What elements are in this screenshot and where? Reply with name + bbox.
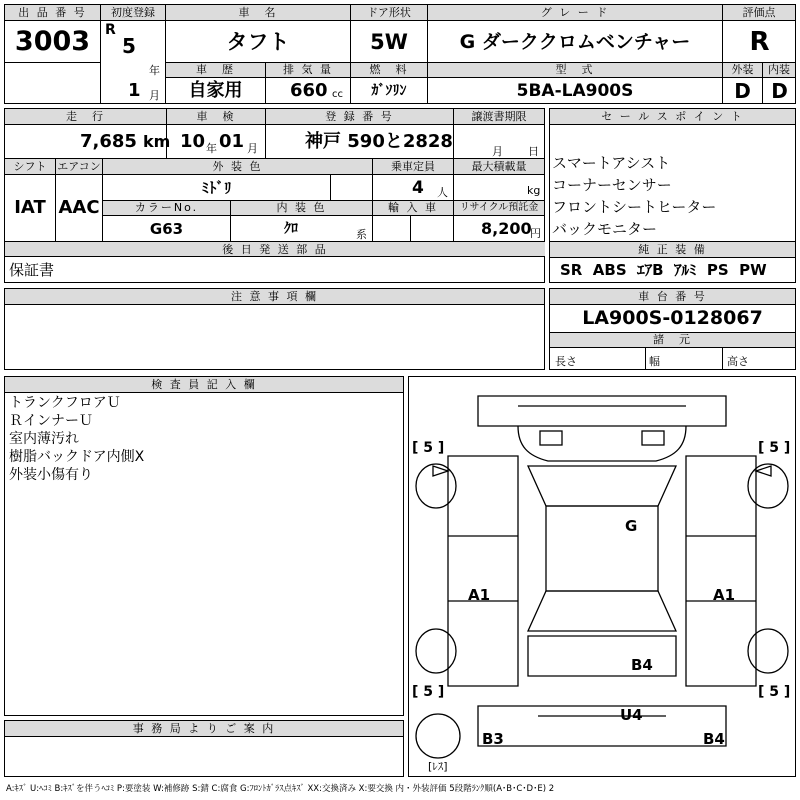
chassis-label: 車 台 番 号 <box>550 289 795 304</box>
tire-front-left: [ 5 ] <box>412 440 445 456</box>
load-label: 最大積載量 <box>454 159 544 174</box>
sales-point: コーナーセンサー <box>552 176 672 194</box>
length-label: 長さ <box>555 355 577 368</box>
mileage-unit: km <box>143 132 171 151</box>
displacement-label: 排 気 量 <box>266 63 350 77</box>
later-parts-value: 保証書 <box>9 261 55 279</box>
model: 5BA-LA900S <box>516 81 634 101</box>
displacement: 660 <box>290 80 328 101</box>
damage-code-a1-right: A1 <box>713 586 736 604</box>
door-type: 5W <box>370 30 408 54</box>
first-reg-label: 初度登録 <box>101 5 165 20</box>
tire-front-right-shape <box>748 464 788 508</box>
color-no-label: カラーNo. <box>103 201 230 215</box>
capacity: 4 <box>412 178 424 198</box>
equipment-value: SR ABS ｴｱB ｱﾙﾐ PS PW <box>560 261 767 279</box>
tire-rear-right: [ 5 ] <box>758 684 791 700</box>
inspector-note: 樹脂バックドア内側X <box>9 449 145 465</box>
right-body-shape <box>686 456 756 686</box>
car-name-label: 車 名 <box>166 5 350 20</box>
history-label: 車 歴 <box>166 63 265 77</box>
chassis-number: LA900S-0128067 <box>582 307 763 329</box>
shift: IAT <box>14 197 46 218</box>
exterior-label: 外装 <box>723 63 762 77</box>
damage-code-b3: B3 <box>482 730 504 748</box>
transfer-label: 譲渡書期限 <box>454 109 544 124</box>
fuel: ｶﾞｿﾘﾝ <box>371 83 407 99</box>
plate-label: 登 録 番 号 <box>266 109 453 124</box>
year-unit: 年 <box>149 64 160 77</box>
spare-tire-label: [ﾚｽ] <box>428 760 448 773</box>
insp-month: 01 <box>219 131 245 152</box>
capacity-label: 乗車定員 <box>373 159 453 174</box>
inspector-note: ＲインナーＵ <box>9 413 93 429</box>
damage-code-g: G <box>625 517 638 535</box>
capacity-unit: 人 <box>437 186 448 199</box>
office-label: 事 務 局 よ り ご 案 内 <box>5 721 403 736</box>
transfer-day-unit: 日 <box>528 145 539 158</box>
sales-point: バックモニター <box>552 220 658 238</box>
score: R <box>749 27 770 57</box>
width-label: 幅 <box>649 355 660 368</box>
lot-number: 3003 <box>14 26 91 57</box>
later-parts-box <box>4 256 545 283</box>
inspector-label: 検 査 員 記 入 欄 <box>5 377 403 392</box>
displacement-unit: cc <box>332 89 343 100</box>
interior-color-unit: 系 <box>356 228 367 241</box>
rear-window-shape <box>528 591 676 631</box>
reg-month: 1 <box>128 80 141 101</box>
tire-rear-left: [ 5 ] <box>412 684 445 700</box>
int-color-label: 内 装 色 <box>231 201 372 215</box>
transfer-month-unit: 月 <box>492 145 503 158</box>
interior-score: D <box>771 79 788 103</box>
rear-bumper-shape <box>478 706 726 746</box>
inspector-note: 室内薄汚れ <box>9 431 79 447</box>
recycle-unit: 円 <box>530 227 541 240</box>
reg-year: 5 <box>122 34 136 58</box>
damage-code-b4-roof: B4 <box>631 656 653 674</box>
history: 自家用 <box>188 80 243 101</box>
exterior-color: ﾐﾄﾞﾘ <box>201 179 232 197</box>
spare-tire-shape <box>416 714 460 758</box>
month-unit: 月 <box>149 89 160 102</box>
score-label: 評価点 <box>723 5 795 20</box>
model-label: 型 式 <box>428 63 722 77</box>
sales-label: セ ー ル ス ポ イ ン ト <box>550 109 795 124</box>
tire-front-left-shape <box>416 464 456 508</box>
tire-rear-right-shape <box>748 629 788 673</box>
inspector-note: 外装小傷有り <box>9 467 93 483</box>
color-number: G63 <box>149 220 184 238</box>
door-label: ドア形状 <box>351 5 427 20</box>
grade-label: グ レ ー ド <box>428 5 722 20</box>
left-body-shape <box>448 456 518 686</box>
inspector-note: トランクフロアＵ <box>9 395 121 411</box>
import-label: 輸 入 車 <box>373 201 453 215</box>
interior-label: 内装 <box>763 63 795 77</box>
car-name: タフト <box>226 30 290 54</box>
mileage-label: 走 行 <box>5 109 166 124</box>
fuel-label: 燃 料 <box>351 63 427 77</box>
tire-front-right: [ 5 ] <box>758 440 791 456</box>
tire-rear-left-shape <box>416 629 456 673</box>
legend-text: A:ｷｽﾞ U:ﾍｺﾐ B:ｷｽﾞを伴うﾍｺﾐ P:要塗装 W:補修跡 S:錆 C:腐食 G:ﾌﾛﾝﾄｶﾞﾗｽ点ｷｽﾞ XX:交換済み X:要交換 内・外装評価 5段階ﾗﾝｸ順(A･B･C･D･E) 2 <box>6 784 555 794</box>
roof-shape <box>546 506 658 591</box>
front-bumper-shape <box>478 396 726 426</box>
headlamp-right-shape <box>642 431 664 445</box>
ac-label: エアコン <box>57 160 101 173</box>
insp-year: 10 <box>180 131 206 152</box>
recycle-fee: 8,200 <box>481 219 532 238</box>
recycle-label: リサイクル預託金 <box>454 201 544 215</box>
color-label: 外 装 色 <box>103 159 372 174</box>
insp-year-unit: 年 <box>206 142 217 155</box>
tailgate-shape <box>528 636 676 676</box>
inspection-label: 車 検 <box>167 109 265 124</box>
lot-no-label: 出 品 番 号 <box>5 5 100 20</box>
damage-code-u4: U4 <box>620 706 643 724</box>
car-diagram-svg <box>408 376 796 777</box>
later-parts-label: 後 日 発 送 部 品 <box>5 242 545 257</box>
interior-color: ｸﾛ <box>284 221 298 237</box>
windshield-shape <box>528 466 676 506</box>
insp-month-unit: 月 <box>247 142 258 155</box>
equipment-label: 純 正 装 備 <box>550 242 795 257</box>
plate-number: 神戸 590と2828 <box>305 131 453 152</box>
damage-code-b4-rear: B4 <box>703 730 725 748</box>
damage-code-a1-left: A1 <box>468 586 491 604</box>
height-label: 高さ <box>727 355 749 368</box>
air-conditioner: AAC <box>58 197 100 218</box>
grade: G ダーククロムベンチャー <box>459 31 691 53</box>
notes-label: 注 意 事 項 欄 <box>5 289 544 304</box>
era: R <box>105 22 116 38</box>
sales-point: スマートアシスト <box>552 154 671 172</box>
mileage: 7,685 <box>80 131 137 152</box>
spec-label: 諸 元 <box>550 333 795 347</box>
headlamp-left-shape <box>540 431 562 445</box>
sales-point: フロントシートヒーター <box>552 198 717 216</box>
load-unit: kg <box>527 184 541 197</box>
exterior-score: D <box>734 79 751 103</box>
shift-label: シフト <box>5 159 55 174</box>
